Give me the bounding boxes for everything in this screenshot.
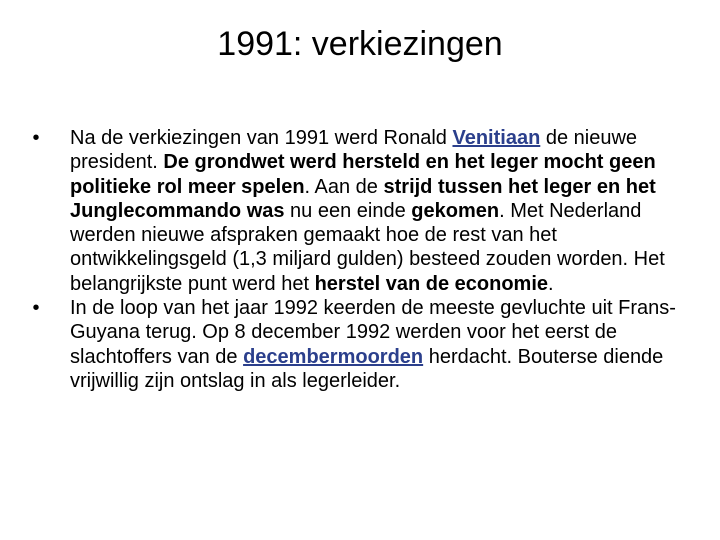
bold-segment: strijd tussen het leger en het Junglecommando was	[70, 175, 656, 222]
link-venitiaan[interactable]: Venitiaan	[452, 127, 541, 149]
text-segment: herdacht. Bouterse diende vrijwillig zijn ontslag in als legerleider.	[70, 345, 664, 392]
bullet-dot-icon: •	[32, 297, 40, 320]
text-segment: de nieuwe president.	[70, 127, 638, 174]
link-decembermoorden[interactable]: decembermoorden	[243, 345, 424, 368]
text-segment: . Met Nederland werden nieuwe afspraken gemaakt hoe de rest van het ontwikkelingsgeld (1,3 miljard gulden) besteed zouden worden. Het belangrijkste punt werd het	[70, 199, 665, 295]
text-segment: .	[548, 272, 554, 295]
bullet-list	[26, 126, 686, 393]
text-segment: In de loop van het jaar 1992 keerden de meeste gevluchte uit Frans-Guyana terug. Op 8 december 1992 werden voor het eerst de slachtoffers van de	[70, 297, 676, 368]
bold-segment: herstel van de economie	[314, 272, 549, 295]
text-segment: Na de verkiezingen van 1991 werd Ronald	[70, 127, 453, 149]
bullet-item-1	[26, 126, 686, 296]
bold-segment: gekomen	[411, 199, 500, 222]
slide-title: 1991: verkiezingen	[217, 25, 503, 63]
bold-segment: De grondwet werd hersteld en het leger mocht geen politieke rol meer spelen	[70, 151, 656, 198]
text-segment: nu een einde	[284, 199, 412, 222]
bullet-dot-icon: •	[32, 127, 40, 149]
bullet-item-2	[26, 296, 686, 393]
text-segment: . Aan de	[304, 175, 384, 198]
